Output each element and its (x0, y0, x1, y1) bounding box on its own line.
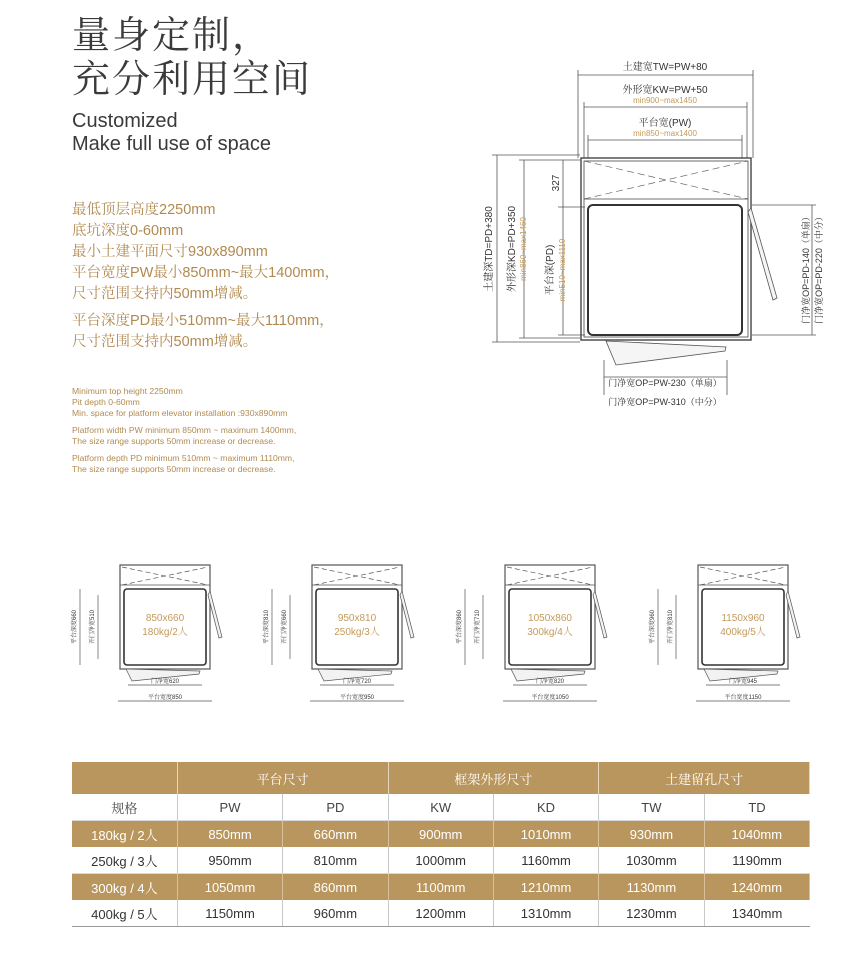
table-cell: 1340mm (704, 900, 809, 927)
page-title (72, 14, 312, 102)
spec-table (72, 762, 810, 927)
table-column-header: TD (704, 794, 809, 821)
small-size-label: 1150x960 (721, 613, 765, 624)
spec-en-line: Platform width PW minimum 850mm ~ maximum 1400mm, (72, 425, 297, 435)
small-depth-label: 平台深度660 (72, 609, 78, 645)
table-cell: 1230mm (599, 900, 704, 927)
table-column-header: TW (599, 794, 704, 821)
table-cell: 1310mm (493, 900, 598, 927)
table-cell: 400kg / 5人 (72, 900, 177, 927)
table-column-header: KW (388, 794, 493, 821)
table-group-header: 土建留孔尺寸 (599, 762, 810, 794)
spec-cn-line: 平台宽度PW最小850mm~最大1400mm， (72, 265, 340, 281)
small-load-label: 180kg/2人 (142, 627, 188, 638)
small-diagram (648, 565, 800, 701)
op-double-right: 门净宽OP=PD-220（中分） (814, 212, 824, 324)
specs-cn (72, 200, 339, 353)
small-size-label: 850x660 (145, 613, 185, 624)
small-size-label: 950x810 (337, 613, 377, 624)
small-load-label: 250kg/3人 (334, 627, 380, 638)
table-cell: 1160mm (493, 847, 598, 874)
spec-cn-line: 底坑深度0-60mm (72, 223, 184, 239)
title-line-1: 量身定制， (72, 15, 273, 57)
table-cell: 930mm (599, 821, 704, 848)
small-load-label: 300kg/4人 (527, 627, 573, 638)
tw-label: 土建宽TW=PW+80 (622, 62, 708, 73)
table-group-header: 平台尺寸 (177, 762, 388, 794)
small-depth-label: 平台深度960 (650, 609, 656, 645)
spec-cn-line: 尺寸范围支持内50mm增减。 (72, 286, 258, 302)
op-double-bottom: 门净宽OP=PW-310（中分） (608, 397, 722, 407)
table-cell: 250kg / 3人 (72, 847, 177, 874)
top-dim: 327 (551, 174, 562, 192)
table-cell: 1200mm (388, 900, 493, 927)
table-cell: 1210mm (493, 874, 598, 901)
table-cell: 860mm (283, 874, 388, 901)
spec-en-line: Min. space for platform elevator installation :930x890mm (72, 408, 288, 418)
title-line-2: 充分利用空间 (72, 59, 313, 101)
small-door-label: 门净宽720 (342, 679, 372, 685)
spec-en-line: Pit depth 0-60mm (72, 397, 140, 407)
kw-range: min900~max1450 (633, 96, 697, 105)
spec-en-line: Minimum top height 2250mm (72, 386, 183, 396)
table-cell: 180kg / 2人 (72, 821, 177, 848)
small-size-label: 1050x860 (528, 613, 572, 624)
td-label: 土建深TD=PD+380 (484, 206, 495, 292)
table-cell: 1130mm (599, 874, 704, 901)
small-diagram (455, 565, 607, 701)
table-cell: 950mm (177, 847, 282, 874)
specs-en (72, 386, 296, 475)
table-group-header: 框架外形尺寸 (388, 762, 599, 794)
table-cell: 1030mm (599, 847, 704, 874)
subtitle-line-2: Make full use of space (72, 133, 271, 155)
table-column-header: 规格 (72, 794, 177, 821)
main-diagram (470, 52, 830, 422)
table-cell: 1040mm (704, 821, 809, 848)
table-row (72, 847, 810, 874)
small-door-label: 门净宽820 (535, 679, 565, 685)
table-header-cell (72, 762, 177, 794)
op-single-bottom: 门净宽OP=PW-230（单扇） (608, 378, 722, 388)
spec-cn-line: 最低顶层高度2250mm (72, 202, 216, 218)
small-door-side-label: 开门净宽660 (282, 609, 288, 645)
table-row (72, 874, 810, 901)
table-cell: 1190mm (704, 847, 809, 874)
small-depth-label: 平台深度810 (264, 609, 270, 645)
small-door-label: 门净宽620 (150, 679, 180, 685)
table-cell: 1150mm (177, 900, 282, 927)
table-group-header-row (72, 762, 810, 794)
small-width-label: 平台宽度850 (147, 695, 183, 701)
kd-label: 外形深KD=PD+350 (507, 205, 518, 293)
table-column-header: KD (493, 794, 598, 821)
spec-en-line: Platform depth PD minimum 510mm ~ maximum 1110mm, (72, 453, 295, 463)
kd-range: min860~max1460 (519, 217, 528, 281)
small-door-side-label: 开门净宽810 (668, 609, 674, 645)
small-width-label: 平台宽度1150 (724, 695, 762, 701)
pw-label: 平台宽(PW) (638, 118, 692, 129)
small-width-label: 平台宽度950 (339, 695, 375, 701)
table-column-header: PD (283, 794, 388, 821)
small-diagram (70, 565, 222, 701)
spec-en-line: The size range supports 50mm increase or decrease. (72, 436, 276, 446)
small-door-label: 门净宽945 (728, 679, 758, 685)
table-cell: 900mm (388, 821, 493, 848)
subtitle-line-1: Customized (72, 110, 178, 132)
small-diagrams (60, 555, 820, 715)
small-door-side-label: 开门净宽710 (475, 609, 481, 645)
kw-label: 外形宽KW=PW+50 (622, 85, 708, 96)
spec-en-line: The size range supports 50mm increase or decrease. (72, 464, 276, 474)
spec-cn-line: 尺寸范围支持内50mm增减。 (72, 334, 258, 350)
table-cell: 850mm (177, 821, 282, 848)
table-cell: 960mm (283, 900, 388, 927)
table-cell: 1100mm (388, 874, 493, 901)
table-column-header-row (72, 794, 810, 821)
small-door-side-label: 开门净宽510 (90, 609, 96, 645)
spec-cn-line: 最小土建平面尺寸930x890mm (72, 244, 268, 260)
page-subtitle (72, 110, 271, 156)
table-row (72, 821, 810, 848)
table-row (72, 900, 810, 927)
table-cell: 1240mm (704, 874, 809, 901)
small-width-label: 平台宽度1050 (531, 695, 569, 701)
table-cell: 300kg / 4人 (72, 874, 177, 901)
small-load-label: 400kg/5人 (720, 627, 766, 638)
spec-cn-line: 平台深度PD最小510mm~最大1110mm， (72, 313, 334, 329)
table-column-header: PW (177, 794, 282, 821)
small-diagram (262, 565, 414, 701)
table-cell: 810mm (283, 847, 388, 874)
small-depth-label: 平台深度860 (457, 609, 463, 645)
pd-range: min510~max1110 (558, 238, 567, 302)
pd-label: 平台深(PD) (545, 244, 556, 296)
table-cell: 1010mm (493, 821, 598, 848)
table-cell: 660mm (283, 821, 388, 848)
table-cell: 1000mm (388, 847, 493, 874)
op-single-right: 门净宽OP=PD-140（单扇） (801, 212, 811, 324)
pw-range: min850~max1400 (633, 129, 697, 138)
table-cell: 1050mm (177, 874, 282, 901)
